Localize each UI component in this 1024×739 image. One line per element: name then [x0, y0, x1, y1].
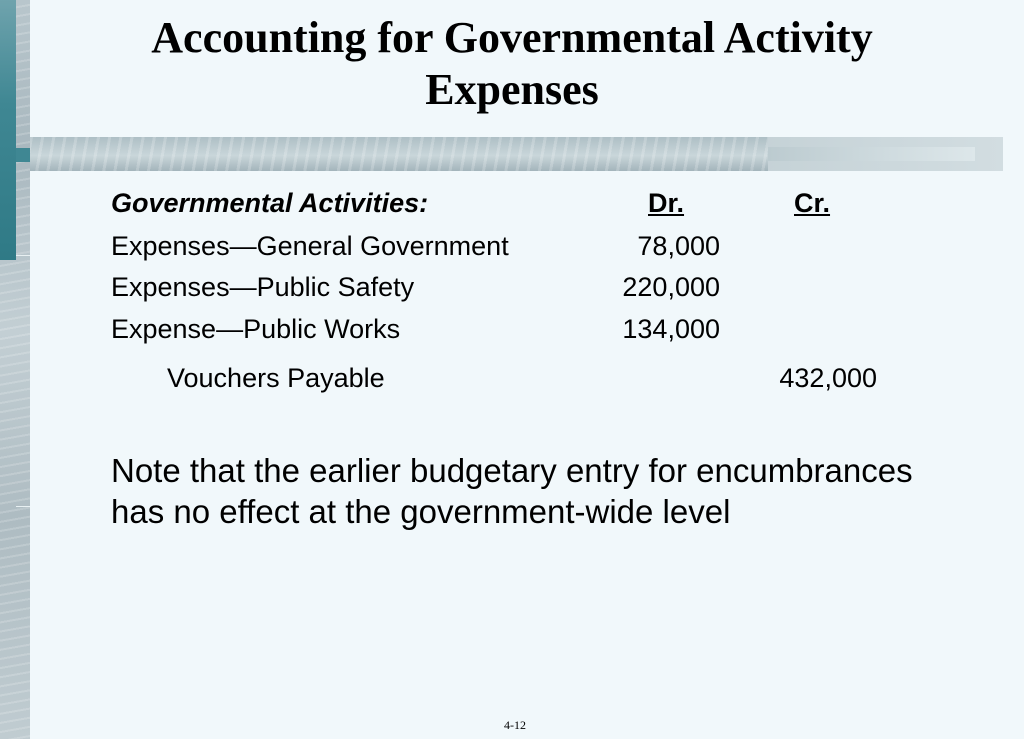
slide-title-line-2: Expenses	[425, 65, 599, 114]
page-number: 4-12	[504, 718, 526, 732]
credit-account: Vouchers Payable	[167, 363, 385, 393]
explanatory-note: Note that the earlier budgetary entry for encumbrances has no effect at the government-wide level	[111, 452, 913, 530]
debit-amount: 78,000	[637, 231, 720, 261]
debit-amount: 134,000	[622, 314, 720, 344]
debit-column-header: Dr.	[648, 188, 685, 218]
debit-account: Expense—Public Works	[111, 314, 401, 344]
debit-account: Expenses—General Government	[111, 231, 509, 261]
debit-amount: 220,000	[622, 272, 720, 302]
credit-column-header: Cr.	[794, 188, 831, 218]
journal-section-label: Governmental Activities:	[111, 188, 429, 218]
debit-account: Expenses—Public Safety	[111, 272, 415, 302]
slide-title-line-1: Accounting for Governmental Activity	[151, 13, 873, 62]
credit-amount: 432,000	[779, 363, 877, 393]
